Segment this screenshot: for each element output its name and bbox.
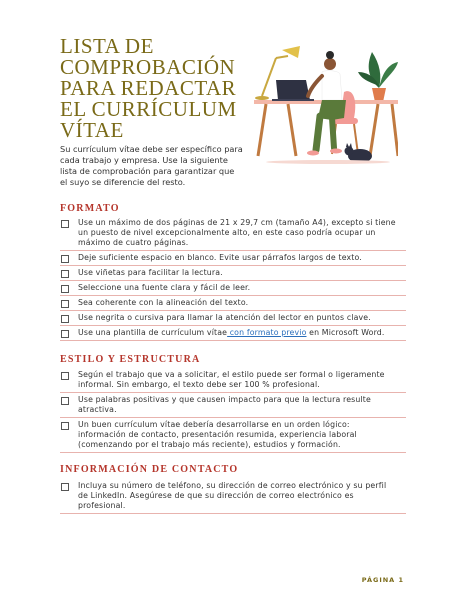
plant-icon [358,52,398,102]
title-line: LISTA DE [60,34,154,58]
section-heading-formato: FORMATO [60,203,120,214]
item-text: Un buen currículum vítae debería desarrollarse en un orden lógico: [78,420,350,429]
checkbox[interactable] [61,220,69,228]
checkbox[interactable] [61,422,69,430]
checkbox[interactable] [61,285,69,293]
item-text: en Microsoft Word. [306,328,385,337]
list-item [60,326,406,341]
section-heading-estilo: ESTILO Y ESTRUCTURA [60,354,201,365]
page-number: PÁGINA 1 [361,576,404,584]
list-item [60,479,406,514]
intro-line: lista de comprobación para garantizar que [60,166,235,176]
list-item [60,281,406,296]
item-text: Use palabras positivas y que causen impacto para que la lectura resulte [78,395,371,404]
checkbox[interactable] [61,372,69,380]
list-item [60,418,406,453]
item-text: Use negrita o cursiva para llamar la atención del lector en puntos clave. [78,313,371,322]
item-text: Sea coherente con la alineación del texto. [78,298,249,307]
desk-leg-icon [258,104,266,156]
item-text: (comenzando por el trabajo más reciente), estudios y formación. [78,440,341,449]
item-text: Use viñetas para facilitar la lectura. [78,268,223,277]
item-text: Seleccione una fuente clara y fácil de leer. [78,283,251,292]
checkbox[interactable] [61,330,69,338]
checkbox[interactable] [61,315,69,323]
item-text: Use una plantilla de currículum vítae [78,328,228,337]
title-line: PARA REDACTAR [60,76,237,100]
intro-line: cada trabajo y empresa. Use la siguiente [60,155,228,165]
list-item [60,296,406,311]
desk-leg-icon [370,104,378,156]
list-item [60,368,406,393]
desk-leg-icon [392,104,398,156]
section-heading-contacto: INFORMACIÓN DE CONTACTO [60,464,239,475]
checkbox[interactable] [61,300,69,308]
item-text: profesional. [78,501,126,510]
desk-leg-icon [288,104,296,156]
intro-line: Su currículum vítae debe ser específico para [60,144,243,154]
checkbox[interactable] [61,255,69,263]
intro-line: el suyo se diferencie del resto. [60,177,186,187]
checklist-estilo [60,368,406,453]
checkbox[interactable] [61,270,69,278]
item-text: Deje suficiente espacio en blanco. Evite usar párrafos largos de texto. [78,253,362,262]
item-text: Incluya su número de teléfono, su dirección de correo electrónico y su perfil [78,481,387,490]
list-item [60,311,406,326]
checkbox[interactable] [61,397,69,405]
item-text: un puesto de nivel excepcionalmente alto, en este caso podría ocupar un [78,228,376,237]
title-line: VÍTAE [60,118,124,142]
item-text: atractiva. [78,405,117,414]
item-text: de LinkedIn. Asegúrese de que su dirección de correo electrónico es [78,491,354,500]
title-line: EL CURRÍCULUM [60,97,237,121]
list-item [60,251,406,266]
checklist-contacto [60,479,406,514]
intro-paragraph [60,144,243,188]
list-item [60,393,406,418]
item-text: máximo de cuatro páginas. [78,238,189,247]
item-text: Según el trabajo que va a solicitar, el estilo puede ser formal o ligeramente [78,370,385,379]
item-text: informal. Sin embargo, el texto debe ser 100 % profesional. [78,380,320,389]
cat-icon [345,143,373,163]
item-text: información de contacto, presentación resumida, experiencia laboral [78,430,357,439]
list-item [60,216,406,251]
title-line: COMPROBACIÓN [60,55,236,79]
list-item [60,266,406,281]
woman-at-desk-illustration [248,38,398,168]
template-link[interactable]: con formato previo [227,328,307,337]
checklist-formato [60,216,406,341]
page-title [60,36,250,141]
checkbox[interactable] [61,483,69,491]
item-text: Use un máximo de dos páginas de 21 x 29,7 cm (tamaño A4), excepto si tiene [78,218,396,227]
